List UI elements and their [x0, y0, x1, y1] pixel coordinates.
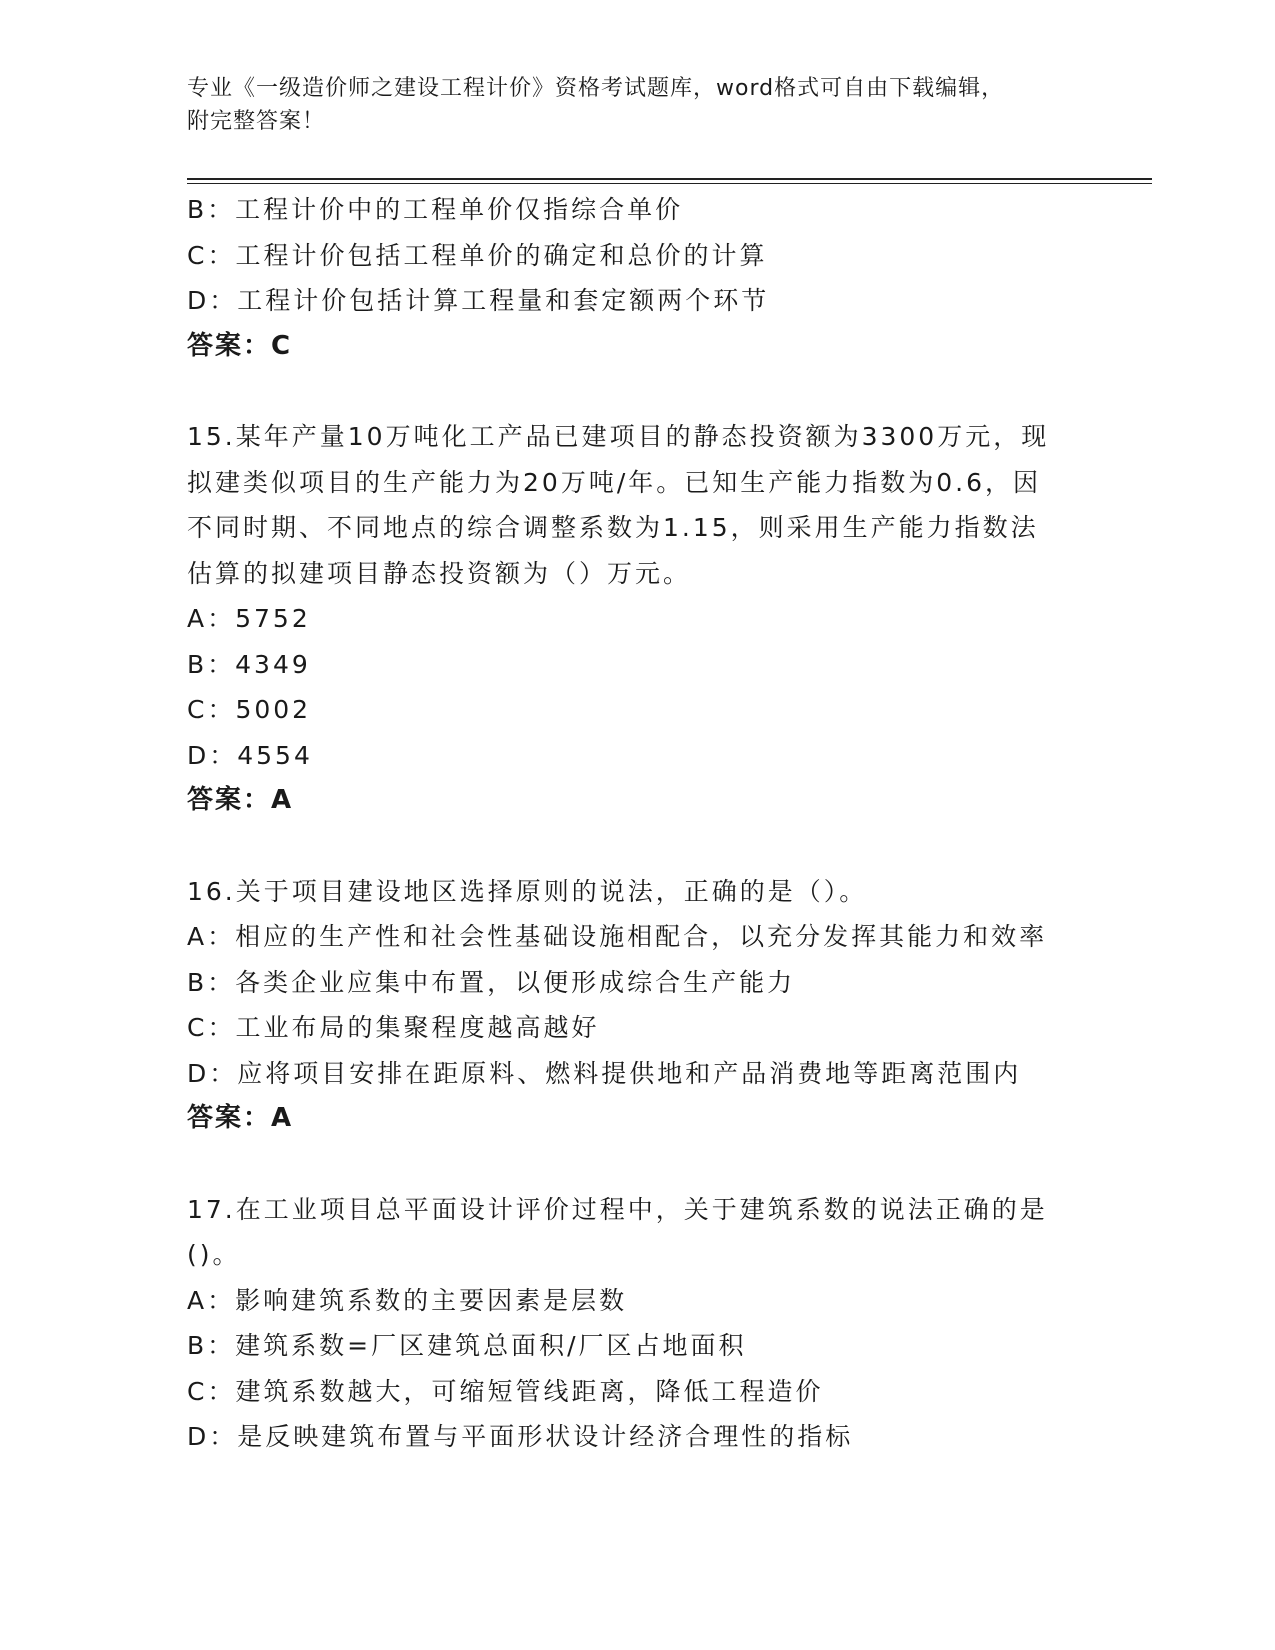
- q17-option-b: B：建筑系数=厂区建筑总面积/厂区占地面积: [187, 1331, 747, 1360]
- q16-option-b: B：各类企业应集中布置，以便形成综合生产能力: [187, 967, 796, 997]
- q14-option-b: B：工程计价中的工程单价仅指综合单价: [187, 195, 684, 224]
- q15-stem-line-1: 15.某年产量10万吨化工产品已建项目的静态投资额为3300万元，现: [187, 422, 1050, 451]
- q17-stem-line-1: 17.在工业项目总平面设计评价过程中，关于建筑系数的说法正确的是: [187, 1194, 1048, 1224]
- question-16: [187, 869, 1117, 1142]
- q15-stem-line-3: 不同时期、不同地点的综合调整系数为1.15，则采用生产能力指数法: [187, 513, 1039, 542]
- q17-option-a: A：影响建筑系数的主要因素是层数: [187, 1285, 628, 1315]
- document-header: [187, 72, 1087, 138]
- q17-option-d: D：是反映建筑布置与平面形状设计经济合理性的指标: [187, 1422, 854, 1451]
- question-content: [187, 187, 1117, 1460]
- question-14: [187, 187, 1117, 369]
- q15-stem-line-4: 估算的拟建项目静态投资额为（）万元。: [187, 558, 692, 588]
- q16-answer: 答案：A: [187, 1103, 294, 1133]
- header-divider-thin: [187, 183, 1152, 184]
- q15-option-b: B：4349: [187, 649, 311, 679]
- spacer: [187, 369, 1117, 414]
- q14-option-d: D：工程计价包括计算工程量和套定额两个环节: [187, 286, 770, 315]
- q17-option-c: C：建筑系数越大，可缩短管线距离，降低工程造价: [187, 1376, 824, 1406]
- spacer: [187, 824, 1117, 869]
- spacer: [187, 1142, 1117, 1187]
- q16-option-a: A：相应的生产性和社会性基础设施相配合，以充分发挥其能力和效率: [187, 922, 1048, 951]
- q14-option-c: C：工程计价包括工程单价的确定和总价的计算: [187, 240, 768, 270]
- q15-stem-line-2: 拟建类似项目的生产能力为20万吨/年。已知生产能力指数为0.6，因: [187, 467, 1041, 497]
- header-line-1: 专业《一级造价师之建设工程计价》资格考试题库，word格式可自由下载编辑，: [187, 76, 1005, 101]
- q14-answer: 答案：C: [187, 330, 293, 361]
- q16-stem: 16.关于项目建设地区选择原则的说法，正确的是（）。: [187, 876, 868, 906]
- q15-option-a: A：5752: [187, 604, 311, 633]
- q15-answer: 答案：A: [187, 785, 294, 815]
- q17-stem-line-2: ()。: [187, 1240, 241, 1269]
- header-line-2: 附完整答案！: [187, 109, 326, 134]
- question-15: [187, 414, 1117, 824]
- question-17: [187, 1187, 1117, 1460]
- q16-option-c: C：工业布局的集聚程度越高越好: [187, 1013, 600, 1042]
- q16-option-d: D：应将项目安排在距原料、燃料提供地和产品消费地等距离范围内: [187, 1058, 1022, 1088]
- q15-option-c: C：5002: [187, 695, 312, 724]
- header-divider-thick: [187, 178, 1152, 180]
- q15-option-d: D：4554: [187, 740, 313, 770]
